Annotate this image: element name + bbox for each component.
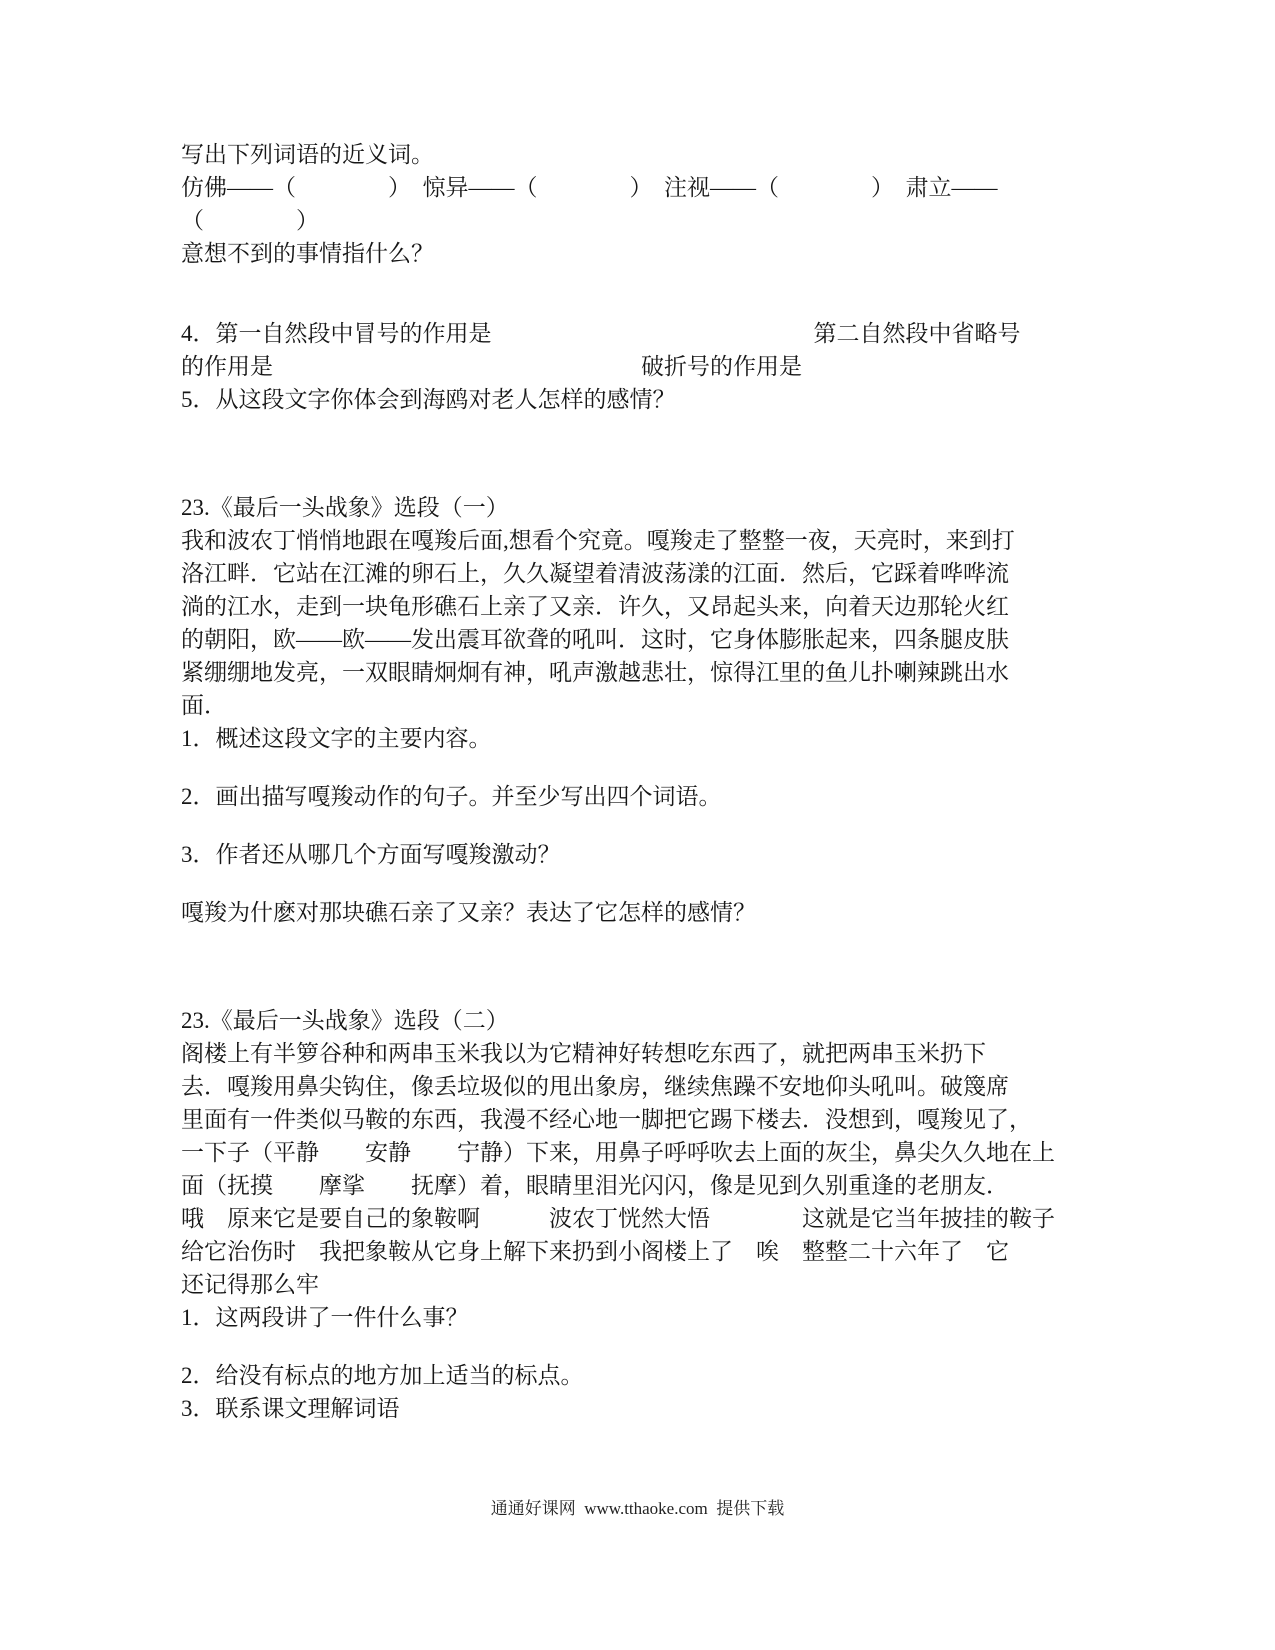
passage-2-body-line: 面（抚摸 摩挲 抚摩）着，眼睛里泪光闪闪，像是见到久别重逢的老朋友． <box>181 1173 1009 1198</box>
passage-1-question-1: 1．概述这段文字的主要内容。 <box>181 726 492 751</box>
passage-1-body-line: 淌的江水，走到一块龟形礁石上亲了又亲．许久，又昂起头来，向着天边那轮火红 <box>181 594 1009 619</box>
passage-1-body-line: 我和波农丁悄悄地跟在嘎羧后面,想看个究竟。嘎羧走了整整一夜，天亮时，来到打 <box>181 528 1015 553</box>
spacer <box>181 813 1060 838</box>
spacer <box>181 755 1060 780</box>
passage-1-question-3: 3．作者还从哪几个方面写嘎羧激动？ <box>181 842 561 867</box>
spacer <box>181 416 1060 491</box>
passage-1-body-line: 的朝阳，欧——欧——发出震耳欲聋的吼叫．这时，它身体膨胀起来，四条腿皮肤 <box>181 627 1009 652</box>
passage-2-question-2: 2．给没有标点的地方加上适当的标点。 <box>181 1363 584 1388</box>
passage-1-title: 23.《最后一头战象》选段（一） <box>181 495 509 520</box>
passage-2-question-3: 3．联系课文理解词语 <box>181 1396 400 1421</box>
passage-1-body-line: 紧绷绷地发亮，一双眼睛炯炯有神，吼声激越悲壮，惊得江里的鱼儿扑喇辣跳出水 <box>181 660 1009 685</box>
passage-2-body-line: 还记得那么牢 <box>181 1272 319 1297</box>
spacer <box>181 1334 1060 1359</box>
passage-2-question-1: 1．这两段讲了一件什么事？ <box>181 1305 469 1330</box>
passage-2-title: 23.《最后一头战象》选段（二） <box>181 1008 509 1033</box>
passage-2-body-line: 哦 原来它是要自己的象鞍啊 波农丁恍然大悟 这就是它当年披挂的鞍子 <box>181 1206 1055 1231</box>
question-5: 5．从这段文字你体会到海鸥对老人怎样的感情？ <box>181 387 676 412</box>
passage-1-body-line: 面． <box>181 693 227 718</box>
synonyms-instruction: 写出下列词语的近义词。 <box>181 142 434 167</box>
question-4-line-2: 的作用是 破折号的作用是 <box>181 354 802 379</box>
synonyms-question: 意想不到的事情指什么？ <box>181 241 434 266</box>
spacer <box>181 270 1060 317</box>
passage-2-body-line: 一下子（平静 安静 宁静）下来，用鼻子呼呼吹去上面的灰尘，鼻尖久久地在上 <box>181 1140 1055 1165</box>
passage-2-body-line: 里面有一件类似马鞍的东西，我漫不经心地一脚把它踢下楼去．没想到，嘎羧见了， <box>181 1107 1032 1132</box>
synonyms-blanks-line-1: 仿佛——（ ） 惊异——（ ） 注视——（ ） 肃立—— <box>181 175 998 200</box>
passage-1-question-4: 嘎羧为什麽对那块礁石亲了又亲？表达了它怎样的感情？ <box>181 900 756 925</box>
passage-2-body-line: 给它治伤时 我把象鞍从它身上解下来扔到小阁楼上了 唉 整整二十六年了 它 <box>181 1239 1009 1264</box>
synonyms-blanks-line-2: （ ） <box>181 208 319 233</box>
spacer <box>181 929 1060 1004</box>
passage-2-body-line: 去．嘎羧用鼻尖钩住，像丢垃圾似的甩出象房，继续焦躁不安地仰头吼叫。破篾席 <box>181 1074 1009 1099</box>
question-4-line-1: 4．第一自然段中冒号的作用是 第二自然段中省略号 <box>181 321 1021 346</box>
passage-1-body-line: 洛江畔．它站在江滩的卵石上，久久凝望着清波荡漾的江面．然后，它踩着哗哗流 <box>181 561 1009 586</box>
passage-1-question-2: 2．画出描写嘎羧动作的句子。并至少写出四个词语。 <box>181 784 722 809</box>
passage-2-body-line: 阁楼上有半箩谷种和两串玉米我以为它精神好转想吃东西了，就把两串玉米扔下 <box>181 1041 986 1066</box>
spacer <box>181 871 1060 896</box>
footer-text: 通通好课网 www.tthaoke.com 提供下载 <box>490 1499 785 1518</box>
